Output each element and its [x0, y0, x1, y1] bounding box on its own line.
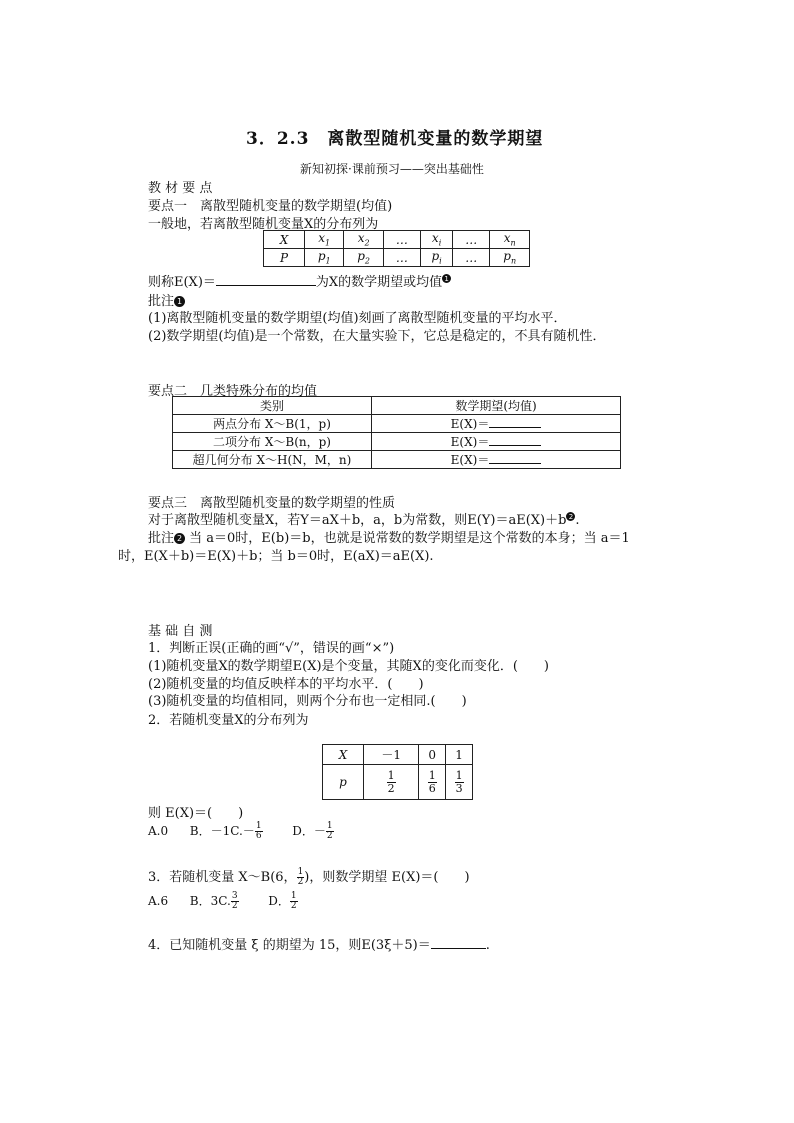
q4-text	[148, 934, 490, 953]
annotation-marker-1: 1	[442, 274, 451, 283]
q1-stem: 1．判断正误(正确的画“√”，错误的画“×”)	[148, 641, 395, 656]
q1-statement-2: (2)随机变量的均值反映样本的平均水平．( )	[148, 677, 424, 692]
table-cell: X	[323, 745, 364, 765]
table-cell: $x_1$	[305, 231, 344, 249]
page-title: 3．2.3 离散型随机变量的数学期望	[246, 129, 544, 149]
table-cell: $x_i$	[421, 231, 453, 249]
table-cell: $x_n$	[490, 231, 530, 249]
table-cell: 0	[419, 745, 446, 765]
table-cell	[446, 765, 473, 800]
q3-options	[148, 892, 298, 911]
q4-stem: 4．已知随机变量 ξ 的期望为 15，则E(3ξ＋5)＝	[148, 938, 431, 953]
option-d: D．－	[292, 824, 326, 838]
expectation-label: E(X)＝	[450, 453, 490, 467]
annotation-marker-2: 2	[566, 512, 575, 521]
table-cell: $p_i$	[421, 249, 453, 267]
table-cell	[364, 765, 419, 800]
option-a: A.6	[148, 894, 169, 908]
fraction: $\frac{1}{2}$	[297, 867, 304, 887]
definition-after: 为X的数学期望或均值	[315, 275, 443, 290]
q3-stem-b: )，则数学期望 E(X)＝( )	[304, 870, 470, 885]
distribution-table-2	[322, 744, 473, 800]
q2-ask: 则 E(X)＝( )	[148, 806, 244, 821]
q2-options	[148, 822, 334, 841]
note2-line1	[148, 527, 630, 546]
fraction: $\frac{1}{2}$	[326, 821, 333, 841]
table-cell: 两点分布 X～B(1，p)	[173, 415, 372, 433]
answer-blank	[489, 415, 541, 428]
annotation-marker-2: 2	[174, 533, 185, 544]
q2-stem: 2．若随机变量X的分布列为	[148, 713, 309, 728]
q1-statement-3: (3)随机变量的均值相同，则两个分布也一定相同.( )	[148, 694, 467, 709]
note1-item1: (1)离散型随机变量的数学期望(均值)刻画了离散型随机变量的平均水平．	[148, 311, 567, 326]
table-cell: $p_n$	[490, 249, 530, 267]
q3-stem	[148, 866, 470, 887]
table-cell: $p_1$	[305, 249, 344, 267]
answer-blank	[489, 433, 541, 446]
section-heading-textbook: 教 材 要 点	[148, 181, 213, 196]
table-cell: p	[323, 765, 364, 800]
special-distribution-table	[172, 396, 621, 469]
table-cell: …	[383, 249, 420, 267]
point1-intro: 一般地，若离散型随机变量X的分布列为	[148, 217, 379, 232]
table-cell	[372, 415, 621, 433]
annotation-marker-1: 1	[174, 296, 185, 307]
fraction: $\frac{1}{3}$	[455, 768, 463, 795]
expectation-label: E(X)＝	[450, 417, 490, 431]
table-cell	[419, 765, 446, 800]
option-b: B．－1C.－	[189, 824, 255, 838]
table-header: 数学期望(均值)	[372, 397, 621, 415]
answer-blank	[431, 936, 486, 949]
fraction: $\frac{1}{6}$	[428, 768, 436, 795]
table-header: 类别	[173, 397, 372, 415]
table-cell: $p_2$	[344, 249, 383, 267]
table-cell: …	[453, 249, 490, 267]
fraction: $\frac{1}{6}$	[255, 821, 262, 841]
point3-text: 对于离散型随机变量X，若Y＝aX＋b，a，b为常数，则E(Y)＝aE(X)＋b 2 .	[148, 512, 580, 528]
q1-statement-1: (1)随机变量X的数学期望E(X)是个变量，其随X的变化而变化．( )	[148, 659, 549, 674]
point2-heading: 要点二 几类特殊分布的均值	[148, 384, 318, 399]
note2-text: 当 a＝0时，E(b)＝b，也就是说常数的数学期望是这个常数的本身；当 a＝1	[189, 531, 630, 546]
answer-blank	[489, 451, 541, 464]
definition-line	[148, 271, 451, 290]
note-label: 批注	[148, 531, 175, 546]
expectation-label: E(X)＝	[450, 435, 490, 449]
table-cell: －1	[364, 745, 419, 765]
table-cell: P	[264, 249, 305, 267]
fraction: $\frac{1}{2}$	[290, 891, 297, 911]
q4-end: .	[485, 938, 490, 953]
table-cell: 二项分布 X～B(n，p)	[173, 433, 372, 451]
distribution-table-1	[263, 230, 530, 267]
point3-heading: 要点三 离散型随机变量的数学期望的性质	[148, 496, 396, 511]
table-cell: $x_2$	[344, 231, 383, 249]
point1-heading: 要点一 离散型随机变量的数学期望(均值)	[148, 199, 393, 214]
option-b: B．3C.	[189, 894, 231, 908]
property-formula: 对于离散型随机变量X，若Y＝aX＋b，a，b为常数，则E(Y)＝aE(X)＋b	[148, 513, 567, 528]
option-d: D．	[268, 894, 290, 908]
fraction: $\frac{1}{2}$	[387, 768, 395, 795]
page-subtitle: 新知初探·课前预习——突出基础性	[300, 162, 484, 176]
section-heading-selftest: 基 础 自 测	[148, 624, 213, 639]
definition-before: 则称E(X)＝	[148, 275, 216, 290]
option-a: A.0	[148, 824, 169, 838]
table-cell: …	[383, 231, 420, 249]
q3-stem-a: 3．若随机变量 X～B(6，	[148, 870, 297, 885]
table-cell	[372, 451, 621, 469]
note2-line2: 时，E(X＋b)＝E(X)＋b；当 b＝0时，E(aX)＝aE(X).	[118, 549, 434, 564]
table-cell	[372, 433, 621, 451]
note1-item2: (2)数学期望(均值)是一个常数，在大量实验下，它总是稳定的，不具有随机性．	[148, 329, 606, 344]
table-cell: …	[453, 231, 490, 249]
table-cell: X	[264, 231, 305, 249]
table-cell: 1	[446, 745, 473, 765]
table-cell: 超几何分布 X～H(N，M，n)	[173, 451, 372, 469]
note-label: 批注	[148, 294, 175, 309]
fraction: $\frac{3}{2}$	[231, 891, 238, 911]
answer-blank	[216, 273, 316, 286]
